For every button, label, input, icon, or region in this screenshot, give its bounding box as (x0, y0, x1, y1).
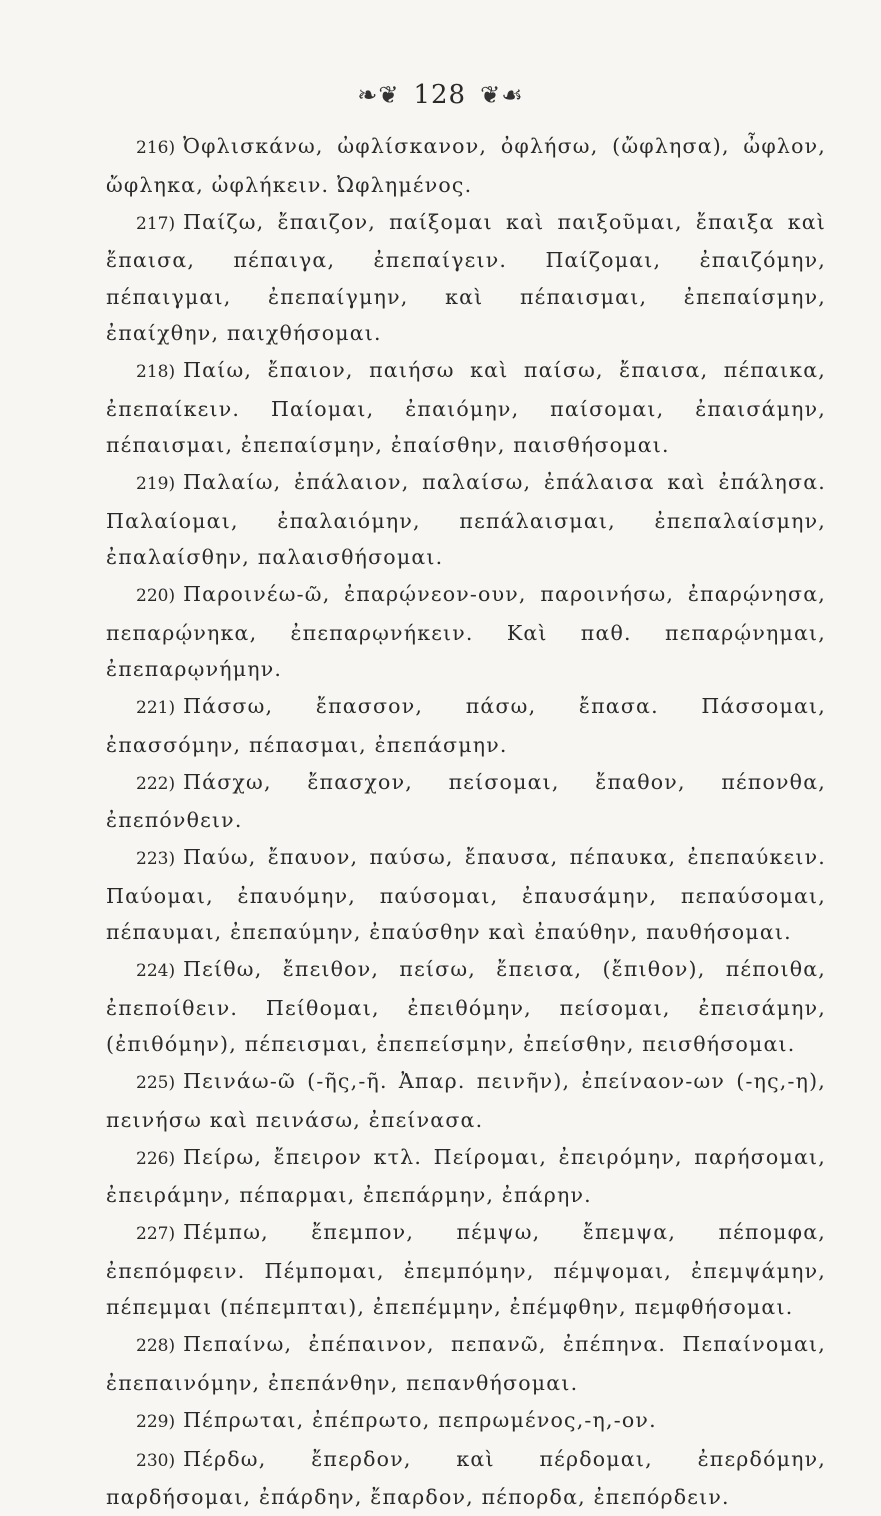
entry-number: 228) (136, 1336, 176, 1356)
entry-text: Παίω, ἔπαιον, παιήσω καὶ παίσω, ἔπαισα, πέπαικα, ἐπεπαίκειν. Παίομαι, ἐπαιόμην, παίσομαι, ἐπαισάμην, πέπαισμαι, ἐπεπαίσμην, ἐπαίσθην, παισθήσομαι. (106, 358, 826, 457)
entry-text: Παροινέω-ῶ, ἐπαρῴνεον-ουν, παροινήσω, ἐπαρῴνησα, πεπαρῴνηκα, ἐπεπαρῳνήκειν. Καὶ παθ. πεπαρῴνημαι, ἐπεπαρῳνήμην. (106, 582, 826, 681)
entry-220 (106, 576, 826, 688)
entry-217 (106, 204, 826, 352)
entry-text: Παύω, ἔπαυον, παύσω, ἔπαυσα, πέπαυκα, ἐπεπαύκειν. Παύομαι, ἐπαυόμην, παύσομαι, ἐπαυσάμην, πεπαύσομαι, πέπαυμαι, ἐπεπαύμην, ἐπαύσθην καὶ ἐπαύθην, παυθήσομαι. (106, 845, 826, 944)
entry-text: Ὀφλισκάνω, ὠφλίσκανον, ὀφλήσω, (ὤφλησα), ὦφλον, ὤφληκα, ὠφλήκειν. Ὠφλημένος. (106, 134, 826, 197)
entry-number: 225) (136, 1073, 176, 1093)
entry-text: Πέμπω, ἔπεμπον, πέμψω, ἔπεμψα, πέπομφα, ἐπεπόμφειν. Πέμπομαι, ἐπεμπόμην, πέμψομαι, ἐπεμψάμην, πέπεμμαι (πέπεμπται), ἐπεπέμμην, ἐπέμφθην, πεμφθήσομαι. (106, 1220, 826, 1319)
entry-text: Πάσχω, ἔπασχον, πείσομαι, ἔπαθον, πέπονθα, ἐπεπόνθειν. (106, 769, 826, 832)
entry-221 (106, 688, 826, 763)
entry-number: 223) (136, 849, 176, 869)
entry-226 (106, 1139, 826, 1214)
entry-218 (106, 352, 826, 464)
entry-number: 222) (136, 773, 176, 794)
entry-219 (106, 464, 826, 576)
entries-list (106, 128, 826, 1516)
entry-222 (106, 764, 826, 839)
entry-number: 230) (136, 1450, 176, 1471)
entry-text: Παλαίω, ἐπάλαιον, παλαίσω, ἐπάλαισα καὶ ἐπάλησα. Παλαίομαι, ἐπαλαιόμην, πεπάλαισμαι, ἐπεπαλαίσμην, ἐπαλαίσθην, παλαισθήσομαι. (106, 470, 826, 569)
entry-number: 216) (136, 138, 176, 158)
entry-227 (106, 1214, 826, 1326)
entry-number: 227) (136, 1224, 176, 1244)
entry-230 (106, 1441, 826, 1516)
entry-text: Πάσσω, ἔπασσον, πάσω, ἔπασα. Πάσσομαι, ἐπασσόμην, πέπασμαι, ἐπεπάσμην. (106, 694, 826, 757)
page-header (0, 80, 881, 110)
entry-text: Πέπρωται, ἐπέπρωτο, πεπρωμένος,-η,-ον. (183, 1407, 657, 1432)
entry-text: Παίζω, ἔπαιζον, παίξομαι καὶ παιξοῦμαι, ἔπαιξα καὶ ἔπαισα, πέπαιγα, ἐπεπαίγειν. Παίζομαι, ἐπαιζόμην, πέπαιγμαι, ἐπεπαίγμην, καὶ πέπαισμαι, ἐπεπαίσμην, ἐπαίχθην, παιχθήσομαι. (106, 209, 826, 345)
entry-225 (106, 1063, 826, 1138)
ornament-right: ❦☙ (480, 81, 524, 109)
entry-number: 218) (136, 362, 176, 382)
entry-text: Πεπαίνω, ἐπέπαινον, πεπανῶ, ἐπέπηνα. Πεπαίνομαι, ἐπεπαινόμην, ἐπεπάνθην, πεπανθήσομαι. (106, 1332, 826, 1395)
entry-216 (106, 128, 826, 203)
entry-number: 229) (136, 1411, 176, 1432)
entry-text: Πείρω, ἔπειρον κτλ. Πείρομαι, ἐπειρόμην, παρήσομαι, ἐπειράμην, πέπαρμαι, ἐπεπάρμην, ἐπάρην. (106, 1144, 826, 1207)
entry-229 (106, 1402, 826, 1441)
entry-number: 221) (136, 698, 176, 718)
page-number: 128 (413, 80, 467, 110)
entry-number: 219) (136, 474, 176, 494)
entry-number: 220) (136, 586, 176, 606)
entry-text: Πείθω, ἔπειθον, πείσω, ἔπεισα, (ἔπιθον), πέποιθα, ἐπεποίθειν. Πείθομαι, ἐπειθόμην, πείσομαι, ἐπεισάμην, (ἐπιθόμην), πέπεισμαι, ἐπεπείσμην, ἐπείσθην, πεισθήσομαι. (106, 957, 826, 1056)
entry-text: Πεινάω-ῶ (-ῆς,-ῆ. Ἀπαρ. πεινῆν), ἐπείναον-ων (-ης,-η), πεινήσω καὶ πεινάσω, ἐπείνασα. (106, 1069, 826, 1132)
entry-number: 224) (136, 961, 176, 981)
entry-228 (106, 1326, 826, 1401)
ornament-left: ❧❦ (357, 81, 400, 109)
entry-number: 226) (136, 1148, 176, 1169)
entry-224 (106, 951, 826, 1063)
entry-number: 217) (136, 213, 176, 234)
entry-text: Πέρδω, ἔπερδον, καὶ πέρδομαι, ἐπερδόμην, παρδήσομαι, ἐπάρδην, ἔπαρδον, πέπορδα, ἐπεπόρδειν. (106, 1446, 826, 1509)
entry-223 (106, 839, 826, 951)
